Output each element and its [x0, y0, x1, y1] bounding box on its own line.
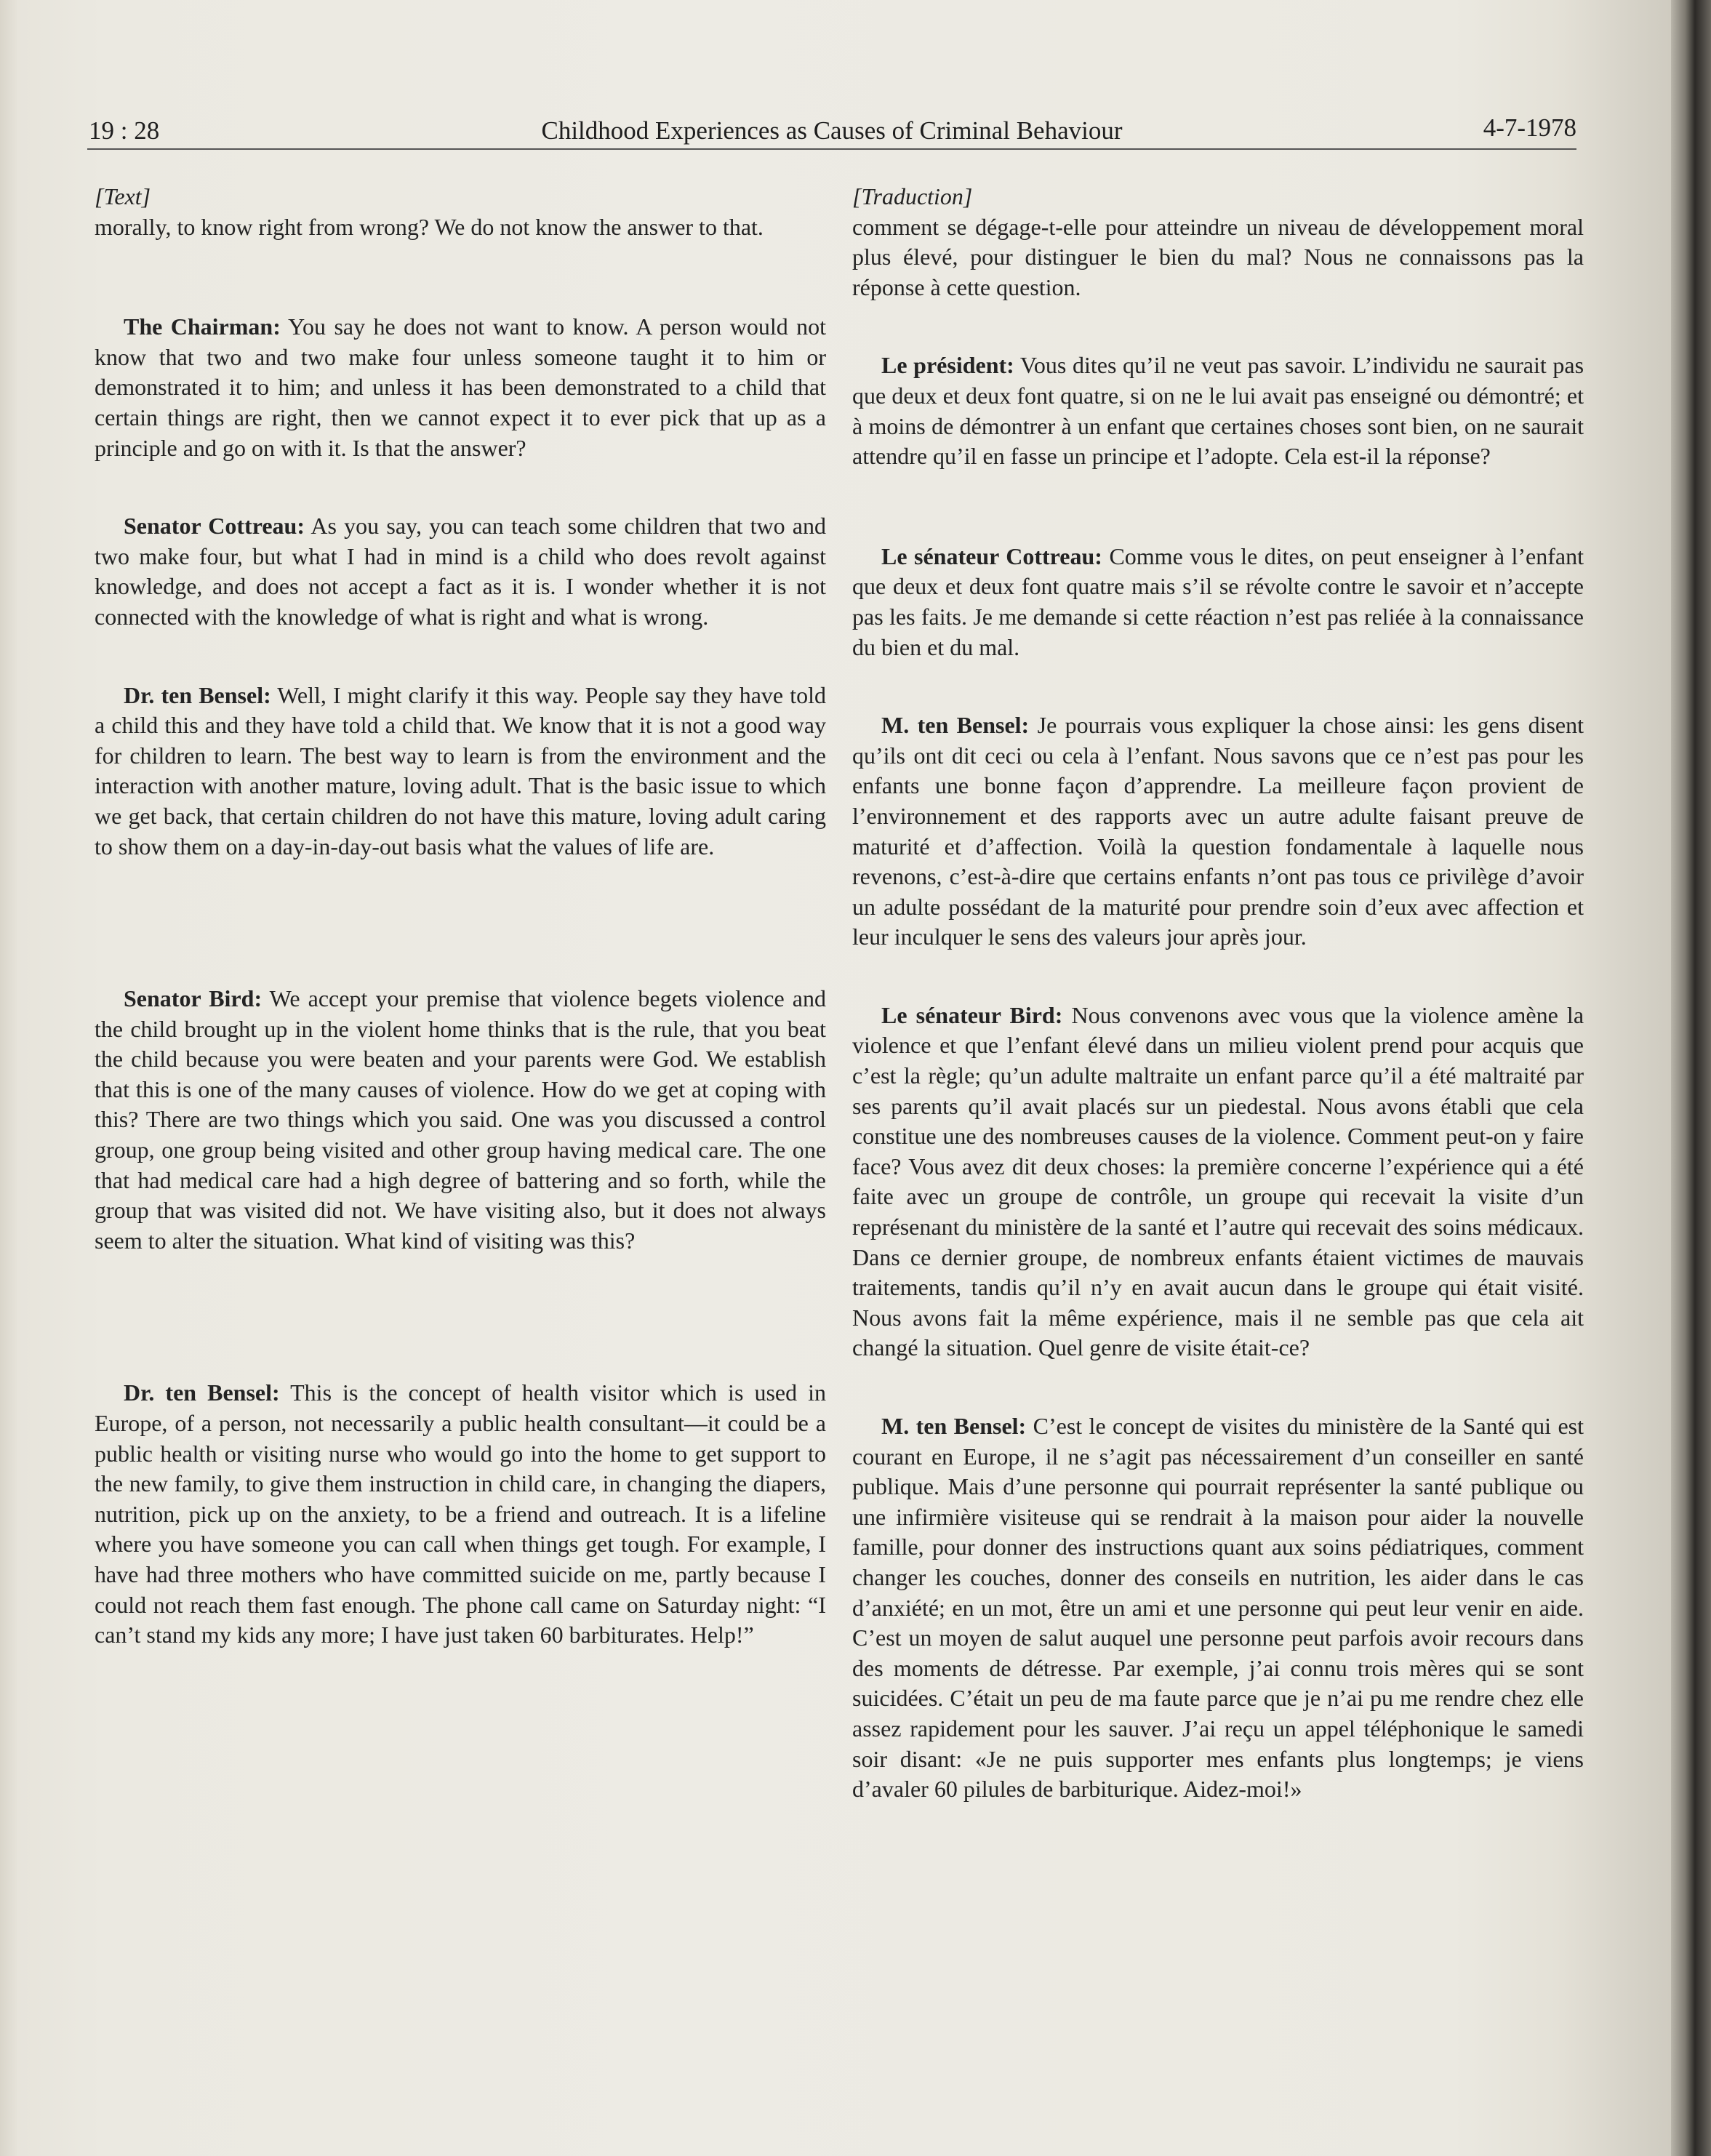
paragraph-text: Je pourrais vous expliquer la chose ainsi: les gens disent qu’ils ont dit ceci ou cela à l’enfant. Nous savons que ce n’est pas pour les enfants une bonne façon d’apprendre. La meilleure façon provient de l’environnement et des rapports avec un autre adulte faisant preuve de maturité et d’affection. Voilà la question fondamentale à laquelle nous revenons, c’est-à-dire que certains enfants n’ont pas tous ce privilège d’avoir un adulte possédant de la maturité pour prendre soin d’eux avec affection et leur inculquer le sens des valeurs jour après jour. [852, 712, 1584, 950]
paragraph-text: Well, I might clarify it this way. People say they have told a child this and they have told a child that. We know that it is not a good way for children to learn. The best way to learn is from the environment and the interaction with another mature, loving adult. That is the basic issue to which we get back, that certain children do not have this mature, loving adult caring to show them on a day-in-day-out basis what the values of life are. [95, 681, 827, 859]
speaker-name: Le sénateur Bird: [881, 1001, 1063, 1028]
speaker-name: The Chairman: [124, 313, 281, 340]
paragraph-text: Comme vous le dites, on peut enseigner à l’enfant que deux et deux font quatre mais s’il se révolte contre le savoir et n’accepte pas les faits. Je me demande si cette réaction n’est pas reliée à la connaissance du bien et du mal. [852, 542, 1584, 660]
running-title: Childhood Experiences as Causes of Criminal Behaviour [541, 116, 1123, 145]
paragraph-text: Nous convenons avec vous que la violence amène la violence et que l’enfant élevé dans un milieu violent prend pour acquis que c’est la règle; qu’un adulte maltraite un enfant parce qu’il a été maltraité par ses parents qu’il avait placés sur un piedestal. Nous avons établi que cela constitue une des nombreuses causes de la violence. Comment peut-on y faire face? Vous avez dit deux choses: la première concerne l’expérience qui a été faite avec un groupe de contrôle, un groupe qui recevait la visite d’un représenant du ministère de la santé et l’autre qui recevait des soins médicaux. Dans ce dernier groupe, de nombreux enfants étaient victimes de mauvais traitements, tandis qu’il n’y en avait aucun dans le groupe qui était visité. Nous avons fait la même expérience, mais il ne semble pas que cela ait changé la situation. Quel genre de visite était-ce? [852, 1001, 1584, 1361]
speaker-name: Dr. ten Bensel: [124, 681, 271, 708]
speaker-name: M. ten Bensel: [881, 1413, 1027, 1439]
paragraph-cottreau-fr [852, 542, 1584, 662]
paragraph-ten-bensel-1 [95, 681, 826, 862]
page-left-edge [0, 0, 17, 2156]
french-column [852, 182, 1584, 1805]
continuation-paragraph: morally, to know right from wrong? We do not know the answer to that. [95, 213, 764, 240]
paragraph-text: Vous dites qu’il ne veut pas savoir. L’individu ne saurait pas que deux et deux font quatre, si on ne le lui avait pas enseigné ou démontré; et à moins de démontrer à un enfant que certaines choses sont bien, on ne saurait attendre qu’il en fasse un principe et l’adopte. Cela est-il la réponse? [852, 352, 1584, 470]
paragraph-president [852, 350, 1584, 471]
paragraph-text: As you say, you can teach some children that two and two make four, but what I had in mind is a child who does revolt against knowledge, and does not accept a fact as it is. I wonder whether it is not connected with the knowledge of what is right and what is wrong. [95, 513, 827, 630]
page-number: 19 : 28 [89, 116, 160, 145]
speaker-name: Le sénateur Cottreau: [881, 542, 1102, 569]
paragraph-text: C’est le concept de visites du ministère de la Santé qui est courant en Europe, il ne s’agit pas nécessairement d’un conseiller en santé publique. Mais d’une personne qui pourrait représenter la santé publique ou une infirmière visiteuse qui se rendrait à la maison pour aider la nouvelle famille, pour donner des instructions quant aux soins pédiatriques, comment changer les couches, donner des conseils en nutrition, les aider dans le cas d’anxiété; en un mot, être un ami et une personne qui peut leur venir en aide. C’est un moyen de salut auquel une personne peut parfois avoir recours dans des moments de détresse. Par exemple, j’ai connu trois mères qui se sont suicidées. C’était un peu de ma faute parce que je n’ai pu me rendre chez elle assez rapidement pour les sauver. J’ai reçu un appel téléphonique le samedi soir disant: «Je ne puis supporter mes enfants plus longtemps; je viens d’avaler 60 pilules de barbiturique. Aidez-moi!» [852, 1413, 1584, 1803]
paragraph-cottreau [95, 511, 826, 632]
continuation-paragraph: comment se dégage-t-elle pour atteindre un niveau de développement moral plus élevé, pour distinguer le bien du mal? Nous ne connaissons pas la réponse à cette question. [852, 213, 1584, 300]
paragraph-ten-bensel-fr-2 [852, 1411, 1584, 1805]
speaker-name: Le président: [881, 352, 1014, 379]
header-date: 4-7-1978 [1483, 113, 1576, 142]
column-label: [Traduction] [852, 183, 973, 209]
column-label: [Text] [95, 183, 151, 209]
paragraph-bird-fr [852, 1001, 1584, 1363]
paragraph-text: You say he does not want to know. A person would not know that two and two make four unless someone taught it to him or demonstrated it to him; and unless it has been demonstrated to a child that certain things are right, then we cannot expect it to ever pick that up as a principle and go on with it. Is that the answer? [95, 313, 827, 461]
speaker-name: M. ten Bensel: [881, 712, 1030, 739]
english-column [95, 182, 826, 1651]
speaker-name: Senator Cottreau: [124, 513, 305, 540]
book-spine-shadow [1671, 0, 1711, 2156]
paragraph-bird [95, 984, 826, 1256]
paragraph-text: This is the concept of health visitor which is used in Europe, of a person, not necessarily a public health consultant—it could be a public health or visiting nurse who would go into the home to get support to the new family, to give them instruction in child care, in changing the diapers, nutrition, pick up on the anxiety, to be a friend and outreach. It is a lifeline where you have someone you can call when things get tough. For example, I have had three mothers who have committed suicide on me, partly because I could not reach them fast enough. The phone call came on Saturday night: “I can’t stand my kids any more; I have just taken 60 barbiturates. Help!” [95, 1379, 827, 1648]
paragraph-chairman [95, 312, 826, 463]
running-header [87, 108, 1576, 150]
paragraph-text: We accept your premise that violence begets violence and the child brought up in the violent home thinks that is the rule, that you beat the child because you were beaten and your parents were God. We establish that this is one of the many causes of violence. How do we get at coping with this? There are two things which you said. One was you discussed a control group, one group being visited and other group having medical care. The one that had medical care had a high degree of battering and so forth, while the group that was visited did not. We have visiting also, but it does not always seem to alter the situation. What kind of visiting was this? [95, 985, 827, 1254]
paragraph-ten-bensel-2 [95, 1378, 826, 1650]
speaker-name: Dr. ten Bensel: [124, 1379, 280, 1406]
paragraph-ten-bensel-fr-1 [852, 710, 1584, 953]
speaker-name: Senator Bird: [124, 985, 263, 1012]
